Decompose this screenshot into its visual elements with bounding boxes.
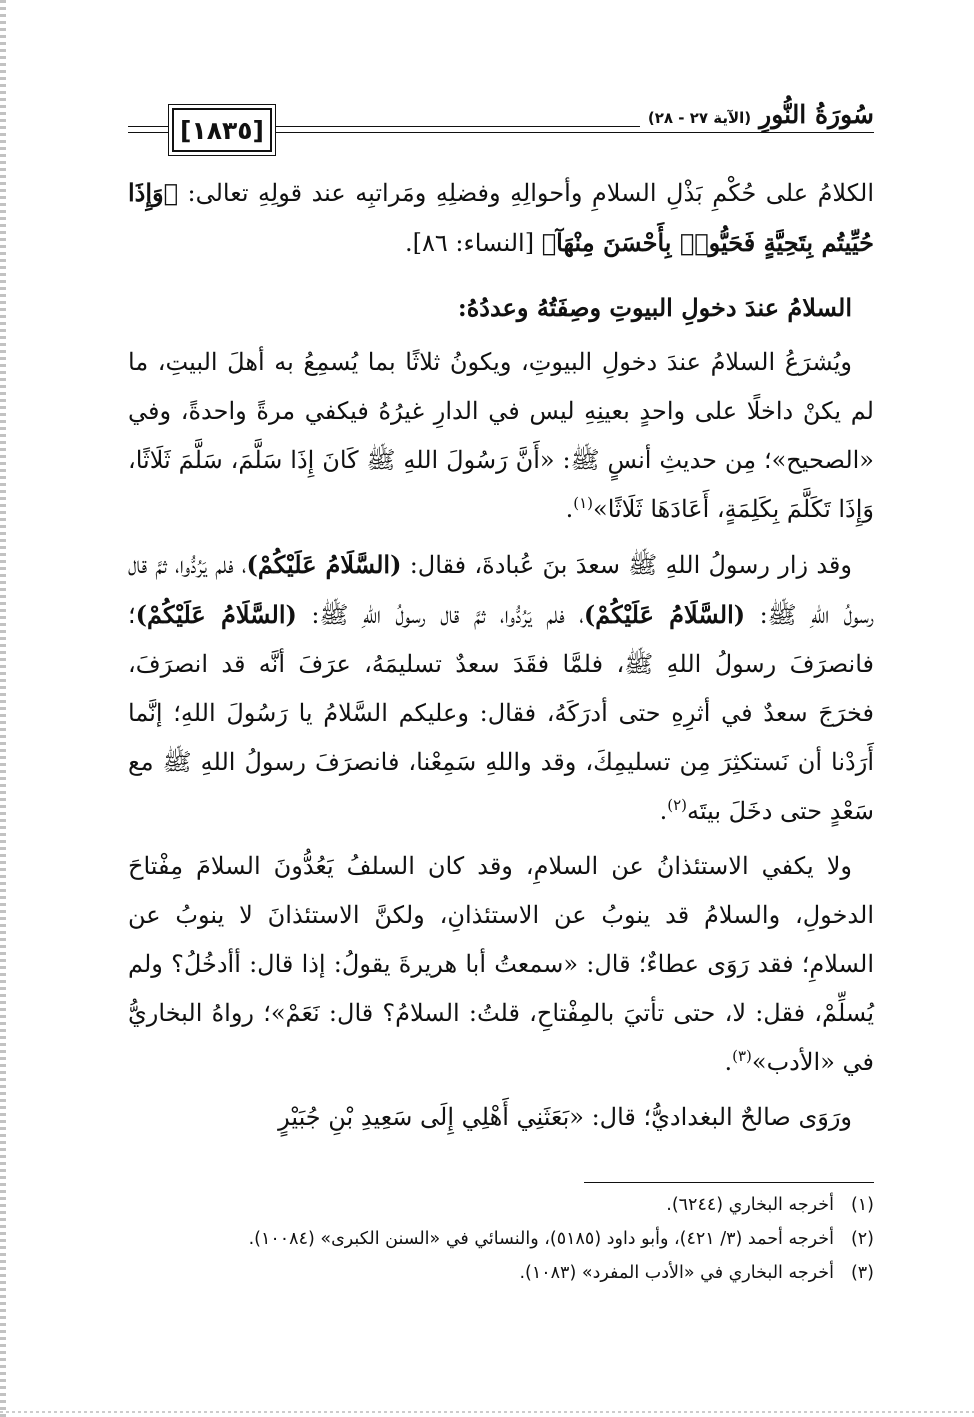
paragraph-1-end: .	[565, 495, 574, 523]
footnote-ref-2: (٢)	[667, 796, 688, 814]
paragraph-4	[128, 1093, 874, 1142]
footnote-item	[128, 1258, 874, 1288]
footnote-ref-1: (١)	[573, 494, 594, 512]
footnote-number: (٣)	[850, 1263, 874, 1283]
intro-paragraph	[128, 168, 874, 268]
footnote-number: (٢)	[850, 1229, 874, 1249]
paragraph-2-end: .	[659, 797, 668, 825]
verse-reference: [النساء: ٨٦].	[404, 229, 535, 257]
footnote-item	[128, 1224, 874, 1254]
intro-text: الكلامُ على حُكْمِ بَذْلِ السلامِ وأحوالِهِ وفضلِهِ ومَراتبِه عند قولِهِ تعالى:	[187, 179, 874, 207]
footnote-item	[128, 1190, 874, 1220]
salam-quote-3: (السَّلَامُ عَلَيْكُمْ)	[135, 600, 297, 629]
page-number: [١٨٣٥]	[172, 108, 272, 152]
footnote-text: أخرجه أحمد (٣/ ٤٢١)، وأبو داود (٥١٨٥)، والنسائي في «السنن الكبرى» (١٠٠٨٤).	[248, 1229, 834, 1249]
page-header	[128, 96, 874, 156]
footnote-separator	[584, 1182, 874, 1183]
footnote-ref-3: (٣)	[732, 1047, 752, 1065]
paragraph-2-text-b: ، فلم يَرُدُّوا، ثمَّ قال رسولُ اللهِ ﷺ:	[128, 551, 874, 629]
scan-edge-bottom	[0, 1411, 974, 1413]
paragraph-2-text-a: وقد زار رسولُ اللهِ ﷺ سعدَ بنَ عُبادةَ، فقال:	[401, 551, 852, 579]
footnote-number: (١)	[850, 1195, 874, 1215]
quran-verse: ﴿وَإِذَا حُيِّيتُم بِتَحِيَّةٍ فَحَيُّوا۟ بِأَحْسَنَ مِنْهَآ﴾	[128, 178, 874, 257]
paragraph-2	[128, 540, 874, 836]
header-title	[640, 100, 874, 129]
footnote-text: أخرجه البخاري (٦٢٤٤).	[666, 1195, 834, 1215]
paragraph-3-text: ولا يكفي الاستئذانُ عن السلامِ، وقد كان السلفُ يَعُدُّونَ السلامَ مِفْتاحَ الدخولِ، والسلامُ قد ينوبُ عن الاستئذانِ، ولكنَّ الاستئذانَ لا ينوبُ عن السلامِ؛ فقد رَوَى عطاءٌ؛ قال: «سمعتُ أبا هريرةَ يقولُ: إذا قال: أأدخُلُ؟ ولم يُسلِّمْ، فقل: لا، حتى تأتيَ بالمِفْتاحِ، قلتُ: السلامُ؟ قال: نَعَمْ»؛ رواهُ البخاريُّ في «الأدب»	[128, 852, 874, 1076]
section-heading: السلامُ عندَ دخولِ البيوتِ وصِفَتُهُ وعددُهُ:	[457, 293, 852, 322]
salam-quote-2: (السَّلَامُ عَلَيْكُمْ)	[583, 600, 746, 629]
surah-name: سُورَةُ النُّورِ	[759, 100, 874, 129]
paragraph-1	[128, 338, 874, 534]
footnote-text: أخرجه البخاري في «الأدب المفرد» (١٠٨٣).	[519, 1263, 834, 1283]
paragraph-3-end: .	[724, 1048, 733, 1076]
paragraph-2-text-d: ؛ فانصرَفَ رسولُ اللهِ ﷺ، فلمَّا فقَدَ سعدٌ تسليمَهُ، عرَفَ أنَّه قد انصرَفَ، فخرَجَ سعدٌ في أثرِهِ حتى أدرَكَهُ، فقال: وعليكم السَّلامُ يا رَسُولَ اللهِ؛ إنَّما أَرَدْنا أن نَستكثِرَ مِن تسليمِكَ، وقد واللهِ سَمِعْنا، فانصرَفَ رسولُ اللهِ ﷺ مع سَعْدٍ حتى دخَلَ بيتَه	[128, 601, 874, 825]
paragraph-1-text: ويُشرَعُ السلامُ عندَ دخولِ البيوتِ، ويكونُ ثلاثًا بما يُسمِعُ به أهلَ البيتِ، ما لم يكنْ داخلًا على واحدٍ بعينِهِ ليس في الدارِ غيرُهُ فيكفي مرةً واحدةً، وفي «الصحيح»؛ مِن حديثِ أنسٍ ﷺ: «أَنَّ رَسُولَ اللهِ ﷺ كَانَ إِذَا سَلَّمَ، سَلَّمَ ثَلَاثًا، وَإِذَا تَكَلَّمَ بِكَلِمَةٍ، أَعَادَهَا ثَلَاثًا»	[128, 348, 874, 523]
ayah-range: (الآية ٢٧ - ٢٨)	[647, 109, 752, 127]
paragraph-4-text: ورَوَى صالحٌ البغداديُّ؛ قال: «بَعَثَنِي أَهْلِي إِلَى سَعِيدِ بْنِ جُبَيْرٍ	[278, 1103, 852, 1131]
paragraph-2-text-c: ، فلم يَرُدُّوا، ثمَّ قال رسولُ اللهِ ﷺ:	[296, 601, 584, 629]
footnotes	[128, 1190, 874, 1292]
paragraph-3	[128, 842, 874, 1087]
salam-quote-1: (السَّلَامُ عَلَيْكُمْ)	[246, 550, 402, 579]
scan-edge-left	[0, 0, 6, 1417]
page-body	[128, 168, 874, 1142]
